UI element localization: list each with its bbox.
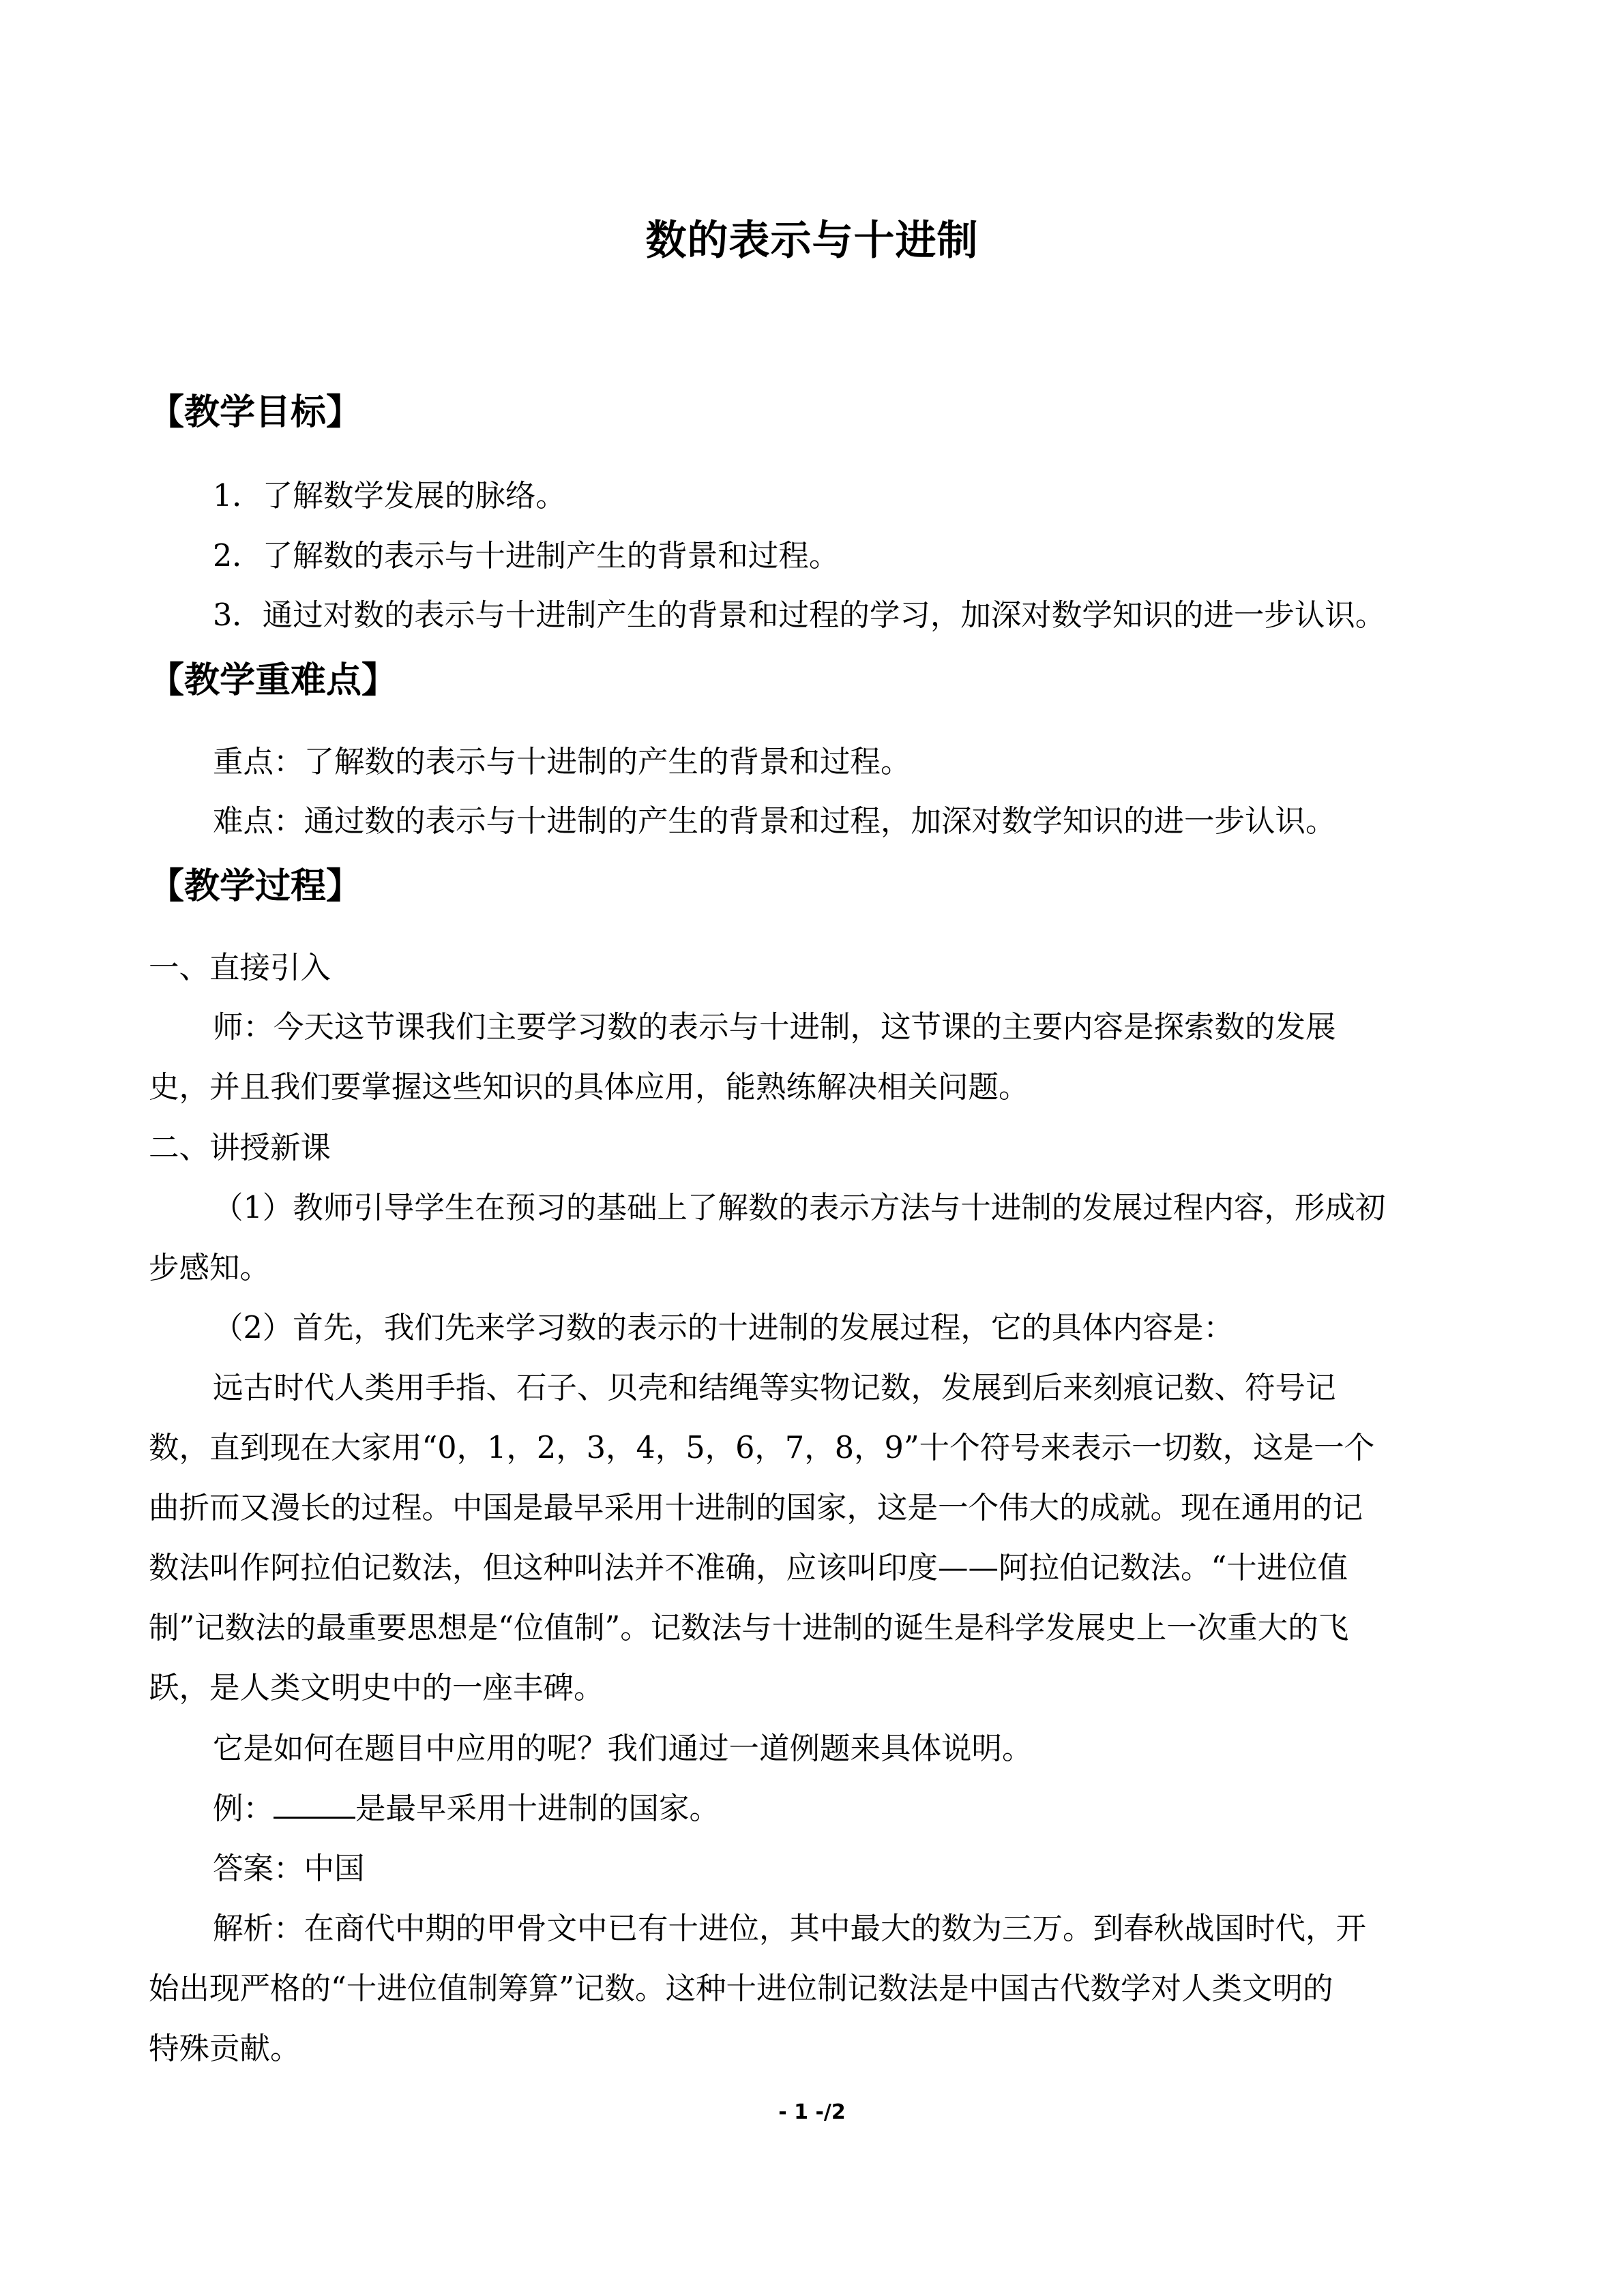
paragraph-line: （1）教师引导学生在预习的基础上了解数的表示方法与十进制的发展过程内容，形成初 (213, 1191, 1386, 1225)
paragraph-line: 远古时代人类用手指、石子、贝壳和结绳等实物记数，发展到后来刻痕记数、符号记 (213, 1371, 1336, 1405)
paragraph-line: 史，并且我们要掌握这些知识的具体应用，能熟练解决相关问题。 (149, 1070, 1029, 1105)
part-title-intro: 一、直接引入 (149, 951, 331, 985)
paragraph-line: 它是如何在题目中应用的呢？我们通过一道例题来具体说明。 (213, 1731, 1033, 1766)
paragraph-line: 特殊贡献。 (149, 2031, 301, 2066)
answer-blank (274, 1789, 355, 1819)
paragraph-line: （2）首先，我们先来学习数的表示的十进制的发展过程，它的具体内容是： (213, 1311, 1234, 1345)
page-number: - 1 -/2 (778, 2100, 846, 2124)
paragraph-line: 制”记数法的最重要思想是“位值制”。记数法与十进制的诞生是科学发展史上一次重大的飞 (149, 1611, 1349, 1645)
paragraph-line: 曲折而又漫长的过程。中国是最早采用十进制的国家，这是一个伟大的成就。现在通用的记 (149, 1491, 1363, 1525)
paragraph-line: 始出现严格的“十进位值制筹算”记数。这种十进位制记数法是中国古代数学对人类文明的 (149, 1971, 1333, 2006)
example-question (213, 1789, 720, 1830)
paragraph-line: 解析：在商代中期的甲骨文中已有十进位，其中最大的数为三万。到春秋战国时代，开 (213, 1911, 1367, 1946)
section-heading-key-points: 【教学重难点】 (149, 660, 398, 701)
key-point-item: 重点：了解数的表示与十进制的产生的背景和过程。 (213, 745, 911, 779)
page-title: 数的表示与十进制 (645, 217, 979, 265)
paragraph-line: 跃，是人类文明史中的一座丰碑。 (149, 1671, 604, 1705)
section-heading-objectives: 【教学目标】 (149, 392, 362, 433)
example-suffix: 是最早采用十进制的国家。 (355, 1791, 720, 1826)
paragraph-line: 数法叫作阿拉伯记数法，但这种叫法并不准确，应该叫印度——阿拉伯记数法。“十进位值 (149, 1551, 1348, 1585)
paragraph-line: 师：今天这节课我们主要学习数的表示与十进制，这节课的主要内容是探索数的发展 (213, 1010, 1336, 1045)
example-prefix: 例： (213, 1791, 274, 1826)
example-answer: 答案：中国 (213, 1851, 365, 1886)
objective-item: 3．通过对数的表示与十进制产生的背景和过程的学习，加深对数学知识的进一步认识。 (213, 598, 1386, 633)
key-point-item: 难点：通过数的表示与十进制的产生的背景和过程，加深对数学知识的进一步认识。 (213, 804, 1336, 839)
objective-item: 2．了解数的表示与十进制产生的背景和过程。 (213, 539, 840, 573)
section-heading-process: 【教学过程】 (149, 866, 362, 907)
part-title-new-lesson: 二、讲授新课 (149, 1131, 331, 1165)
paragraph-line: 数，直到现在大家用“0，1，2，3，4，5，6，7，8，9”十个符号来表示一切数，这是一个 (149, 1431, 1375, 1465)
paragraph-line: 步感知。 (149, 1251, 271, 1285)
objective-item: 1．了解数学发展的脉络。 (213, 479, 566, 513)
